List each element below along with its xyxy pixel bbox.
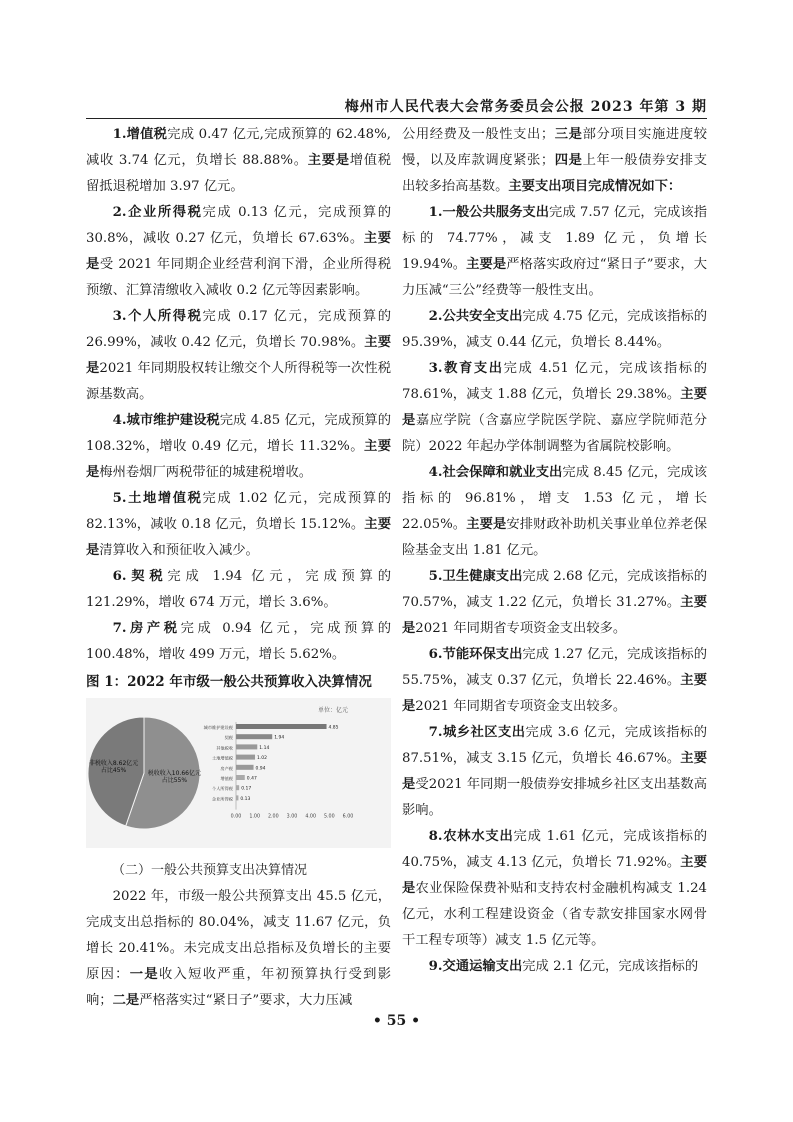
paragraph-health — [402, 564, 707, 642]
bar-category-label: 其他税收 — [216, 745, 233, 751]
paragraph-continuation — [402, 122, 707, 200]
item-text: 完成 1.02 亿元，完成预算的 82.13%，减收 0.18 亿元，负增长 15.12%。 — [86, 491, 391, 532]
item-lead: 1.增值税 — [112, 127, 168, 142]
item-lead: 9.交通运输支出 — [428, 959, 523, 974]
item-lead: 1.一般公共服务支出 — [428, 205, 550, 220]
paragraph-deed-tax — [86, 564, 391, 616]
left-column — [86, 122, 391, 1014]
bar-category-label: 企业所得税 — [212, 796, 233, 802]
item-lead: 6.契税 — [112, 569, 168, 584]
item-bold: 主要是 — [402, 387, 707, 428]
item-text: 完成 2.1 亿元，完成该指标的 — [522, 959, 699, 974]
paragraph-expenditure-summary — [86, 884, 391, 1014]
bar — [236, 744, 257, 749]
section-subheading: （二）一般公共预算支出决算情况 — [112, 863, 308, 878]
item-text: 受2021 年同期一般债券安排城乡社区支出基数高影响。 — [402, 777, 708, 818]
paragraph-public-services — [402, 200, 707, 304]
item-text: 完成 4.75 亿元，完成该指标的 95.39%，减支 0.44 亿元，负增长 8.44%。 — [402, 309, 707, 350]
item-text: 完成 1.61 亿元，完成该指标的 40.75%，减支 4.13 亿元，负增长 71.92%。 — [402, 829, 707, 870]
item-text: 完成 1.27 亿元，完成该指标的 55.75%，减支 0.37 亿元，负增长 22.46%。 — [402, 647, 707, 688]
bar-category-label: 城市维护建设税 — [203, 725, 233, 730]
item-lead: 7.城乡社区支出 — [428, 725, 526, 740]
item-text: 2022 年，市级一般公共预算支出 45.5 亿元，完成支出总指标的 80.04%，减支 11.67 亿元，负增长 20.41%。未完成支出总指标及负增长的主要原因： — [86, 889, 391, 982]
item-text: 完成 4.85 亿元，完成预算的 108.32%，增收 0.49 亿元，增长 11.32%。 — [86, 413, 391, 454]
item-text: 严格落实政府过“紧日子”要求，大力压减“三公”经费等一般性支出。 — [402, 257, 707, 298]
bar-category-label: 房产税 — [220, 765, 233, 771]
paragraph-urban-rural — [402, 720, 707, 824]
item-text: 增值税留抵退税增加 3.97 亿元。 — [86, 153, 392, 194]
paragraph-transport — [402, 954, 707, 980]
bar-tick-label: 4.00 — [305, 814, 317, 820]
bar-category-label: 个人所得税 — [212, 786, 233, 792]
item-text: 完成 2.68 亿元，完成该指标的 70.57%，减支 1.22 亿元，负增长 31.27%。 — [402, 569, 707, 610]
item-text: 受 2021 年同期企业经营利润下滑，企业所得税预缴、汇算清缴收入减收 0.2 亿元等因素影响。 — [86, 257, 392, 298]
item-text: 梅州卷烟厂两税带征的城建税增收。 — [99, 465, 313, 480]
page-number: • 55 • — [372, 1013, 421, 1029]
paragraph-corporate-tax — [86, 200, 391, 304]
bar-value-label: 1.02 — [257, 756, 268, 762]
item-lead: 5.卫生健康支出 — [428, 569, 523, 584]
item-bold: 四是 — [554, 153, 583, 168]
item-text: 严格落实过“紧日子”要求，大力压减 — [139, 993, 353, 1008]
item-bold: 二是 — [112, 993, 140, 1008]
item-bold: 主要是 — [86, 231, 391, 272]
item-lead: 8.农林水支出 — [428, 829, 514, 844]
bar-value-label: 1.14 — [259, 745, 270, 751]
item-bold: 一是 — [129, 967, 159, 982]
bar — [236, 795, 238, 800]
bar-tick-label: 5.00 — [323, 814, 335, 820]
right-column — [402, 122, 707, 980]
paragraph-vat — [86, 122, 391, 200]
bar-tick-label: 6.00 — [342, 814, 354, 820]
bar — [236, 785, 239, 790]
bar — [236, 775, 245, 780]
pie-slice-label: 非税收入8.62亿元占比45% — [88, 759, 139, 774]
item-text: 完成 0.47 亿元,完成预算的 62.48%,减收 3.74 亿元，负增长 88.88%。 — [86, 127, 391, 168]
paragraph-city-tax — [86, 408, 391, 486]
item-text: 上年一般债券安排支出较多抬高基数。 — [402, 153, 707, 194]
item-lead: 2.企业所得税 — [112, 205, 203, 220]
item-text: 完成 0.13 亿元，完成预算的 30.8%，减收 0.27 亿元，负增长 67.63%。 — [86, 205, 391, 246]
bar-category-label: 增值税 — [220, 776, 233, 781]
item-text: 2021 年同期省专项资金支出较多。 — [415, 699, 627, 714]
bar-value-label: 1.94 — [274, 735, 285, 741]
bar-tick-label: 2.00 — [267, 814, 279, 820]
bar — [236, 734, 272, 739]
paragraph-personal-tax — [86, 304, 391, 408]
item-bold: 主要是 — [86, 517, 391, 558]
item-text: 2021 年同期省专项资金支出较多。 — [415, 621, 627, 636]
paragraph-education — [402, 356, 707, 460]
bar-value-label: 0.47 — [246, 776, 257, 782]
item-lead: 3.教育支出 — [428, 361, 504, 376]
figure-title: 图 1：2022 年市级一般公共预算收入决算情况 — [86, 674, 372, 690]
figure-1 — [86, 698, 391, 848]
item-bold: 主要是 — [402, 673, 707, 714]
bar — [236, 765, 254, 770]
paragraph-land-tax — [86, 486, 391, 564]
item-lead: 5.土地增值税 — [112, 491, 203, 506]
bar-tick-label: 1.00 — [249, 814, 261, 820]
item-text: 嘉应学院（含嘉应学院医学院、嘉应学院师范分院）2022 年起办学体制调整为省属院校影响。 — [402, 413, 707, 454]
item-text: 完成 0.94 亿元，完成预算的 100.48%，增收 499 万元，增长 5.62%。 — [86, 621, 392, 662]
item-text: 部分项目实施进度较慢，以及库款调度紧张； — [402, 127, 707, 168]
item-text: 完成 8.45 亿元，完成该指标的 96.81%，增支 1.53 亿元，增长 22.05%。 — [402, 465, 708, 532]
item-text: 完成 7.57 亿元，完成该指标的 74.77%，减支 1.89 亿元，负增长 19.94%。 — [402, 205, 707, 272]
item-text: 安排财政补助机关事业单位养老保险基金支出 1.81 亿元。 — [402, 517, 708, 558]
item-bold: 主要是 — [86, 439, 392, 480]
item-text: 清算收入和预征收入减少。 — [99, 543, 259, 558]
item-lead: 4.社会保障和就业支出 — [428, 465, 563, 480]
bar — [236, 755, 255, 760]
item-lead: 4.城市维护建设税 — [112, 413, 220, 428]
item-bold: 三是 — [554, 127, 583, 142]
item-bold: 主要是 — [402, 855, 707, 896]
bar-category-label: 土地增值税 — [212, 755, 233, 761]
paragraph-agriculture — [402, 824, 707, 954]
item-bold: 主要是 — [86, 335, 391, 376]
item-bold: 主要是 — [307, 153, 350, 168]
bar-tick-label: 0.00 — [230, 814, 242, 820]
bar-tick-label: 3.00 — [286, 814, 298, 820]
running-header: 梅州市人民代表大会常务委员会公报 2023 年第 3 期 — [344, 99, 707, 115]
item-lead: 2.公共安全支出 — [428, 309, 523, 324]
bar-category-label: 契税 — [224, 735, 233, 741]
bar-value-label: 0.94 — [255, 766, 266, 772]
bar-value-label: 0.13 — [240, 796, 251, 802]
bar — [236, 724, 327, 729]
paragraph-property-tax — [86, 616, 391, 668]
item-bold: 主要支出项目完成情况如下： — [508, 179, 682, 194]
item-bold: 主要是 — [402, 595, 707, 636]
item-text: 完成 1.94 亿元，完成预算的 121.29%，增收 674 万元，增长 3.6%。 — [86, 569, 391, 610]
item-bold: 主要是 — [402, 751, 707, 792]
item-bold: 主要是 — [466, 257, 507, 272]
item-text: 收入短收严重，年初预算执行受到影响； — [86, 967, 392, 1008]
pie-slice-label: 税收收入10.66亿元占比55% — [147, 770, 201, 785]
unit-label: 单位：亿元 — [317, 707, 348, 714]
paragraph-public-safety — [402, 304, 707, 356]
paragraph-environment — [402, 642, 707, 720]
bar-value-label: 4.85 — [328, 725, 339, 731]
item-lead: 6.节能环保支出 — [428, 647, 523, 662]
item-text: 完成 0.17 亿元，完成预算的 26.99%，减收 0.42 亿元，负增长 70.98%。 — [86, 309, 391, 350]
item-lead: 7.房产税 — [112, 621, 181, 636]
item-text: 公用经费及一般性支出； — [402, 127, 555, 142]
item-text: 完成 3.6 亿元，完成该指标的 87.51%，减支 3.15 亿元，负增长 46.67%。 — [402, 725, 707, 766]
item-text: 2021 年同期股权转让缴交个人所得税等一次性税源基数高。 — [86, 361, 392, 402]
paragraph-social-security — [402, 460, 707, 564]
header-rule — [86, 118, 707, 119]
bar-value-label: 0.17 — [241, 786, 252, 792]
item-text: 完成 4.51 亿元，完成该指标的 78.61%，减支 1.88 亿元，负增长 29.38%。 — [402, 361, 707, 402]
item-text: 农业保险保费补贴和支持农村金融机构减支 1.24 亿元，水利工程建设资金（省专款安排国家水网骨干工程专项等）减支 1.5 亿元等。 — [402, 881, 707, 948]
revenue-chart — [86, 698, 391, 848]
item-bold: 主要是 — [466, 517, 507, 532]
item-lead: 3.个人所得税 — [112, 309, 203, 324]
